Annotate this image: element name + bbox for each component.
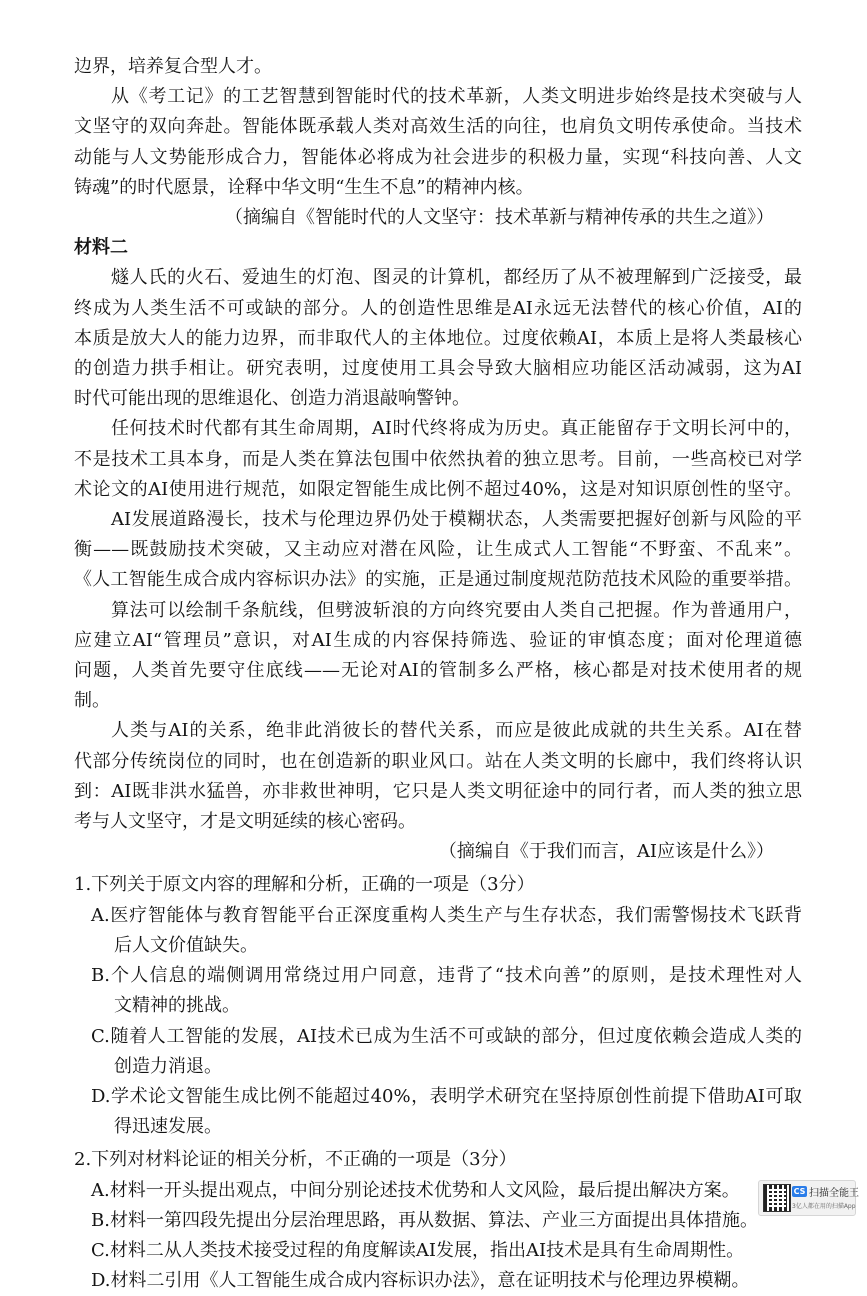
text-line: 考与人文坚守，才是文明延续的核心密码。	[74, 811, 416, 833]
scanner-app-slogan: 3亿人都在用的扫描App	[792, 1203, 856, 1210]
question-1-stem: 1.下列关于原文内容的理解和分析，正确的一项是（3分）	[74, 874, 535, 896]
qr-code-icon	[763, 1184, 791, 1212]
text-line: 铸魂”的时代愿景，诠释中华文明“生生不息”的精神内核。	[74, 176, 534, 198]
source-citation-1: （摘编自《智能时代的人文坚守：技术革新与精神传承的共生之道》）	[225, 207, 774, 229]
text-line: 边界，培养复合型人才。	[74, 56, 272, 77]
source-citation-2: （摘编自《于我们而言，AI应该是什么》）	[438, 841, 774, 863]
question-1-option-b: B.个人信息的端侧调用常绕过用户同意，违背了“技术向善”的原则，是技术理性对人	[91, 965, 802, 987]
question-1-option-c: C.随着人工智能的发展，AI技术已成为生活不可或缺的部分，但过度依赖会造成人类的	[91, 1025, 802, 1047]
text-line: 算法可以绘制千条航线，但劈波斩浪的方向终究要由人类自己把握。作为普通用户，	[111, 599, 802, 621]
text-line: 文坚守的双向奔赴。智能体既承载人类对高效生活的向往，也肩负文明传承使命。当技术	[74, 116, 802, 138]
scanner-watermark	[758, 1180, 859, 1216]
text-line: 术论文的AI使用进行规范，如限定智能生成比例不超过40%，这是对知识原创性的坚守。	[74, 478, 802, 500]
scanner-app-name: 扫描全能王	[809, 1188, 859, 1199]
text-line: 制。	[74, 690, 110, 712]
text-line: 时代可能出现的思维退化、创造力消退敲响警钟。	[74, 388, 470, 410]
question-2-option-b: B.材料一第四段先提出分层治理思路，再从数据、算法、产业三方面提出具体措施。	[91, 1209, 758, 1231]
page-content	[74, 52, 802, 1296]
question-2-option-c: C.材料二从人类技术接受过程的角度解读AI发展，指出AI技术是具有生命周期性。	[91, 1239, 745, 1261]
text-line: 代部分传统岗位的同时，也在创造新的职业风口。站在人类文明的长廊中，我们终将认识	[74, 750, 802, 772]
text-line: 本质是放大人的能力边界，而非取代人的主体地位。过度依赖AI，本质上是将人类最核心	[74, 327, 802, 349]
text-line: 应建立AI“管理员”意识，对AI生成的内容保持筛选、验证的审慎态度；面对伦理道德	[74, 629, 802, 651]
text-line: 不是技术工具本身，而是人类在算法包围中依然执着的独立思考。目前，一些高校已对学	[74, 448, 802, 470]
text-line: 终成为人类生活不可或缺的部分。人的创造性思维是AI永远无法替代的核心价值，AI的	[74, 297, 802, 319]
text-line: 问题，人类首先要守住底线——无论对AI的管制多么严格，核心都是对技术使用者的规	[74, 660, 802, 682]
text-line: 人类与AI的关系，绝非此消彼长的替代关系，而应是彼此成就的共生关系。AI在替	[111, 720, 802, 742]
text-line: 衡——既鼓励技术突破，又主动应对潜在风险，让生成式人工智能“不野蛮、不乱来”。	[74, 539, 802, 561]
text-line: 从《考工记》的工艺智慧到智能时代的技术革新，人类文明进步始终是技术突破与人	[111, 86, 802, 108]
question-2-option-a: A.材料一开头提出观点，中间分别论述技术优势和人文风险，最后提出解决方案。	[91, 1179, 740, 1201]
scanner-logo-icon: CS	[793, 1187, 806, 1196]
question-1-option-d-cont: 得迅速发展。	[114, 1116, 222, 1138]
question-1-option-c-cont: 创造力消退。	[114, 1055, 222, 1077]
text-line: 的创造力拱手相让。研究表明，过度使用工具会导致大脑相应功能区活动减弱，这为AI	[74, 358, 802, 380]
question-1-option-a: A.医疗智能体与教育智能平台正深度重构人类生产与生存状态，我们需警惕技术飞跃背	[91, 904, 802, 926]
text-line: 《人工智能生成合成内容标识办法》的实施，正是通过制度规范防范技术风险的重要举措。	[74, 569, 802, 591]
text-line: 任何技术时代都有其生命周期，AI时代终将成为历史。真正能留存于文明长河中的，	[111, 418, 802, 440]
question-2-stem: 2.下列对材料论证的相关分析，不正确的一项是（3分）	[74, 1149, 517, 1171]
question-1-option-d: D.学术论文智能生成比例不能超过40%，表明学术研究在坚持原创性前提下借助AI可取	[91, 1085, 802, 1107]
text-line: AI发展道路漫长，技术与伦理边界仍处于模糊状态，人类需要把握好创新与风险的平	[111, 509, 802, 531]
material-2-heading: 材料二	[74, 237, 128, 259]
text-line: 动能与人文势能形成合力，智能体必将成为社会进步的积极力量，实现“科技向善、人文	[74, 146, 802, 168]
question-1-option-b-cont: 文精神的挑战。	[114, 995, 240, 1017]
question-2-option-d: D.材料二引用《人工智能生成合成内容标识办法》，意在证明技术与伦理边界模糊。	[91, 1270, 750, 1292]
text-line: 燧人氏的火石、爱迪生的灯泡、图灵的计算机，都经历了从不被理解到广泛接受，最	[111, 267, 802, 289]
text-line: 到：AI既非洪水猛兽，亦非救世神明，它只是人类文明征途中的同行者，而人类的独立思	[74, 780, 802, 802]
question-1-option-a-cont: 后人文价值缺失。	[114, 934, 258, 956]
